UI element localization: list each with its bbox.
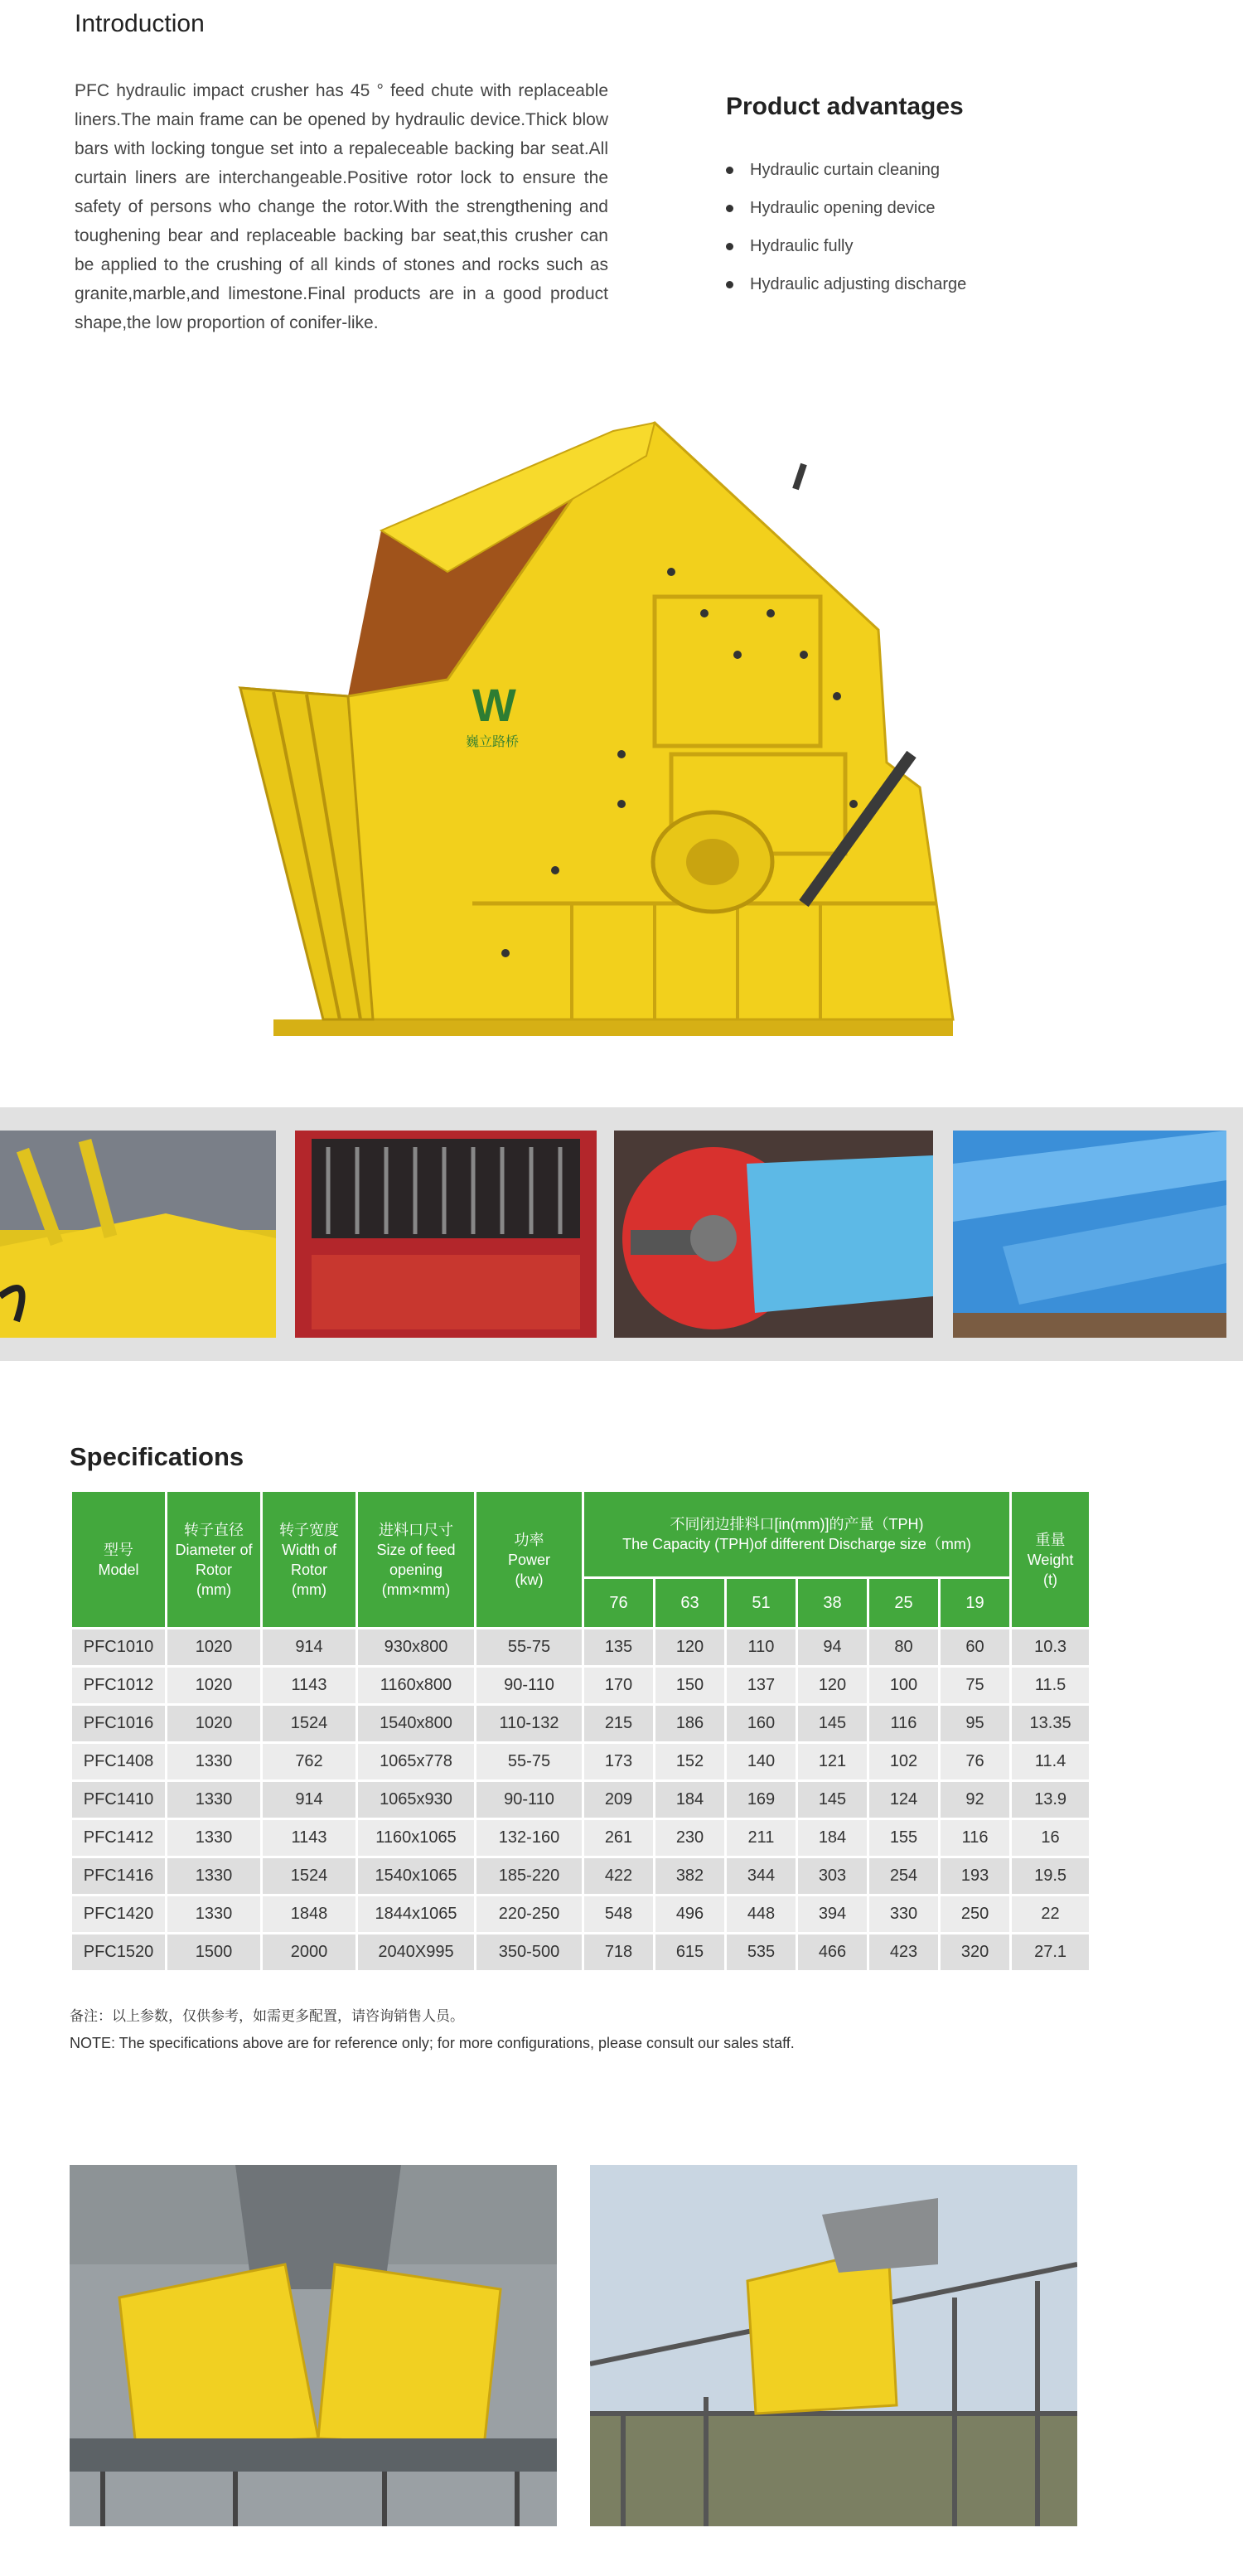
site-photo-twin-crushers <box>70 2165 557 2526</box>
table-row <box>71 1896 1091 1934</box>
advantages-title: Product advantages <box>726 93 964 120</box>
table-cell: 13.9 <box>1011 1781 1091 1819</box>
header-power: 功率 Power (kw) <box>476 1491 583 1629</box>
site-photo-plant <box>590 2165 1077 2526</box>
table-cell: 169 <box>726 1781 797 1819</box>
table-cell: 330 <box>868 1896 940 1934</box>
table-cell: 92 <box>940 1781 1011 1819</box>
table-cell: 1065x778 <box>357 1743 476 1781</box>
advantage-label: Hydraulic fully <box>750 236 854 255</box>
specifications-table <box>70 1489 1091 1973</box>
table-cell: 1330 <box>167 1819 262 1857</box>
table-cell: 1524 <box>262 1857 357 1896</box>
advantage-item <box>726 151 966 189</box>
crusher-illustration <box>224 406 970 1053</box>
model-cell: PFC1520 <box>71 1934 167 1972</box>
table-cell: 152 <box>655 1743 726 1781</box>
table-cell: 75 <box>940 1667 1011 1705</box>
table-cell: 120 <box>797 1667 868 1705</box>
table-cell: 184 <box>797 1819 868 1857</box>
table-cell: 155 <box>868 1819 940 1857</box>
header-size-25: 25 <box>868 1577 940 1628</box>
header-rotor-width: 转子宽度 Width of Rotor (mm) <box>262 1491 357 1629</box>
table-cell: 718 <box>583 1934 655 1972</box>
gallery-photo-rotor <box>614 1131 933 1338</box>
table-cell: 1065x930 <box>357 1781 476 1819</box>
table-cell: 615 <box>655 1934 726 1972</box>
table-cell: 320 <box>940 1934 1011 1972</box>
table-cell: 19.5 <box>1011 1857 1091 1896</box>
advantage-label: Hydraulic curtain cleaning <box>750 160 941 179</box>
model-cell: PFC1416 <box>71 1857 167 1896</box>
header-size-38: 38 <box>797 1577 868 1628</box>
advantage-item <box>726 227 966 265</box>
bullet-icon <box>726 167 733 174</box>
table-cell: 914 <box>262 1629 357 1667</box>
table-cell: 11.5 <box>1011 1667 1091 1705</box>
table-cell: 1330 <box>167 1743 262 1781</box>
note-chinese: 备注：以上参数，仅供参考，如需更多配置，请咨询销售人员。 <box>70 2008 464 2025</box>
model-cell: PFC1408 <box>71 1743 167 1781</box>
table-cell: 466 <box>797 1934 868 1972</box>
table-cell: 762 <box>262 1743 357 1781</box>
table-cell: 914 <box>262 1781 357 1819</box>
table-cell: 11.4 <box>1011 1743 1091 1781</box>
table-cell: 1160x800 <box>357 1667 476 1705</box>
table-cell: 170 <box>583 1667 655 1705</box>
table-cell: 13.35 <box>1011 1705 1091 1743</box>
table-cell: 10.3 <box>1011 1629 1091 1667</box>
table-cell: 215 <box>583 1705 655 1743</box>
table-cell: 186 <box>655 1705 726 1743</box>
bullet-icon <box>726 281 733 288</box>
table-row <box>71 1705 1091 1743</box>
gallery-photo-hydraulic <box>0 1131 276 1338</box>
table-cell: 193 <box>940 1857 1011 1896</box>
table-cell: 94 <box>797 1629 868 1667</box>
gallery-photo-liners <box>953 1131 1226 1338</box>
bullet-icon <box>726 205 733 212</box>
table-cell: 173 <box>583 1743 655 1781</box>
table-cell: 1844x1065 <box>357 1896 476 1934</box>
table-cell: 145 <box>797 1781 868 1819</box>
bullet-icon <box>726 243 733 250</box>
table-cell: 116 <box>940 1819 1011 1857</box>
table-cell: 1330 <box>167 1857 262 1896</box>
advantage-item <box>726 265 966 303</box>
table-cell: 344 <box>726 1857 797 1896</box>
header-feed-size: 进料口尺寸 Size of feed opening (mm×mm) <box>357 1491 476 1629</box>
table-row <box>71 1819 1091 1857</box>
table-cell: 102 <box>868 1743 940 1781</box>
intro-title: Introduction <box>75 10 205 37</box>
table-row <box>71 1667 1091 1705</box>
table-cell: 60 <box>940 1629 1011 1667</box>
header-size-51: 51 <box>726 1577 797 1628</box>
header-size-76: 76 <box>583 1577 655 1628</box>
table-cell: 137 <box>726 1667 797 1705</box>
table-cell: 184 <box>655 1781 726 1819</box>
table-cell: 1540x1065 <box>357 1857 476 1896</box>
table-cell: 303 <box>797 1857 868 1896</box>
table-cell: 185-220 <box>476 1857 583 1896</box>
table-cell: 1330 <box>167 1896 262 1934</box>
table-cell: 145 <box>797 1705 868 1743</box>
table-cell: 110-132 <box>476 1705 583 1743</box>
table-cell: 120 <box>655 1629 726 1667</box>
table-cell: 220-250 <box>476 1896 583 1934</box>
specifications-title: Specifications <box>70 1442 244 1471</box>
table-cell: 16 <box>1011 1819 1091 1857</box>
intro-text: PFC hydraulic impact crusher has 45 ° feed chute with replaceable liners.The main frame can be opened by hydraulic device.Thick blow bars with locking tongue set into a repaleceable backing bar seat.All curtain liners are interchangeable.Positive rotor lock to ensure the safety of persons who change the rotor.With the strengthening and toughening bear and replaceable backing bar seat,this crusher can be applied to the crushing of all kinds of stones and rocks such as granite,marble,and limestone.Final products are in a good product shape,the low proportion of conifer-like. <box>75 81 608 332</box>
table-cell: 394 <box>797 1896 868 1934</box>
header-rotor-diameter: 转子直径 Diameter of Rotor (mm) <box>167 1491 262 1629</box>
table-cell: 930x800 <box>357 1629 476 1667</box>
table-cell: 110 <box>726 1629 797 1667</box>
header-weight: 重量 Weight (t) <box>1011 1491 1091 1629</box>
advantage-label: Hydraulic adjusting discharge <box>750 274 967 293</box>
table-cell: 1143 <box>262 1819 357 1857</box>
table-cell: 140 <box>726 1743 797 1781</box>
advantages-list <box>726 151 966 303</box>
table-cell: 2000 <box>262 1934 357 1972</box>
note-english: NOTE: The specifications above are for reference only; for more configurations, please consult our sales staff. <box>70 2035 795 2051</box>
table-cell: 1160x1065 <box>357 1819 476 1857</box>
table-cell: 423 <box>868 1934 940 1972</box>
table-cell: 261 <box>583 1819 655 1857</box>
table-cell: 382 <box>655 1857 726 1896</box>
table-cell: 150 <box>655 1667 726 1705</box>
table-cell: 211 <box>726 1819 797 1857</box>
table-cell: 1020 <box>167 1629 262 1667</box>
specifications-table-body <box>71 1629 1091 1972</box>
header-model: 型号 Model <box>71 1491 167 1629</box>
logo-letter: W <box>472 679 516 731</box>
detail-gallery <box>0 1107 1243 1361</box>
table-cell: 160 <box>726 1705 797 1743</box>
table-cell: 1848 <box>262 1896 357 1934</box>
logo-text: 巍立路桥 <box>466 734 520 749</box>
table-cell: 535 <box>726 1934 797 1972</box>
model-cell: PFC1016 <box>71 1705 167 1743</box>
table-cell: 76 <box>940 1743 1011 1781</box>
table-cell: 250 <box>940 1896 1011 1934</box>
table-cell: 124 <box>868 1781 940 1819</box>
table-cell: 1143 <box>262 1667 357 1705</box>
table-cell: 80 <box>868 1629 940 1667</box>
model-cell: PFC1420 <box>71 1896 167 1934</box>
table-row <box>71 1781 1091 1819</box>
table-row <box>71 1629 1091 1667</box>
table-cell: 1500 <box>167 1934 262 1972</box>
header-capacity: 不同闭边排料口[in(mm)]的产量（TPH) The Capacity (TPH)of different Discharge size（mm) <box>583 1491 1011 1578</box>
table-cell: 230 <box>655 1819 726 1857</box>
table-cell: 55-75 <box>476 1743 583 1781</box>
table-cell: 95 <box>940 1705 1011 1743</box>
model-cell: PFC1410 <box>71 1781 167 1819</box>
table-cell: 22 <box>1011 1896 1091 1934</box>
table-cell: 350-500 <box>476 1934 583 1972</box>
table-cell: 27.1 <box>1011 1934 1091 1972</box>
table-cell: 90-110 <box>476 1781 583 1819</box>
table-cell: 1020 <box>167 1667 262 1705</box>
table-cell: 209 <box>583 1781 655 1819</box>
table-cell: 90-110 <box>476 1667 583 1705</box>
model-cell: PFC1012 <box>71 1667 167 1705</box>
table-cell: 448 <box>726 1896 797 1934</box>
table-cell: 1020 <box>167 1705 262 1743</box>
table-cell: 55-75 <box>476 1629 583 1667</box>
table-cell: 422 <box>583 1857 655 1896</box>
table-cell: 116 <box>868 1705 940 1743</box>
header-size-19: 19 <box>940 1577 1011 1628</box>
advantage-label: Hydraulic opening device <box>750 198 936 217</box>
table-cell: 254 <box>868 1857 940 1896</box>
table-cell: 1524 <box>262 1705 357 1743</box>
model-cell: PFC1412 <box>71 1819 167 1857</box>
table-cell: 1540x800 <box>357 1705 476 1743</box>
table-cell: 121 <box>797 1743 868 1781</box>
table-cell: 135 <box>583 1629 655 1667</box>
table-cell: 496 <box>655 1896 726 1934</box>
table-row <box>71 1934 1091 1972</box>
crusher-product-image <box>224 406 970 1053</box>
table-cell: 132-160 <box>476 1819 583 1857</box>
table-row <box>71 1857 1091 1896</box>
model-cell: PFC1010 <box>71 1629 167 1667</box>
table-cell: 1330 <box>167 1781 262 1819</box>
table-cell: 2040X995 <box>357 1934 476 1972</box>
table-cell: 548 <box>583 1896 655 1934</box>
table-row <box>71 1743 1091 1781</box>
header-size-63: 63 <box>655 1577 726 1628</box>
table-cell: 100 <box>868 1667 940 1705</box>
gallery-photo-blow-bars <box>295 1131 597 1338</box>
advantage-item <box>726 189 966 227</box>
